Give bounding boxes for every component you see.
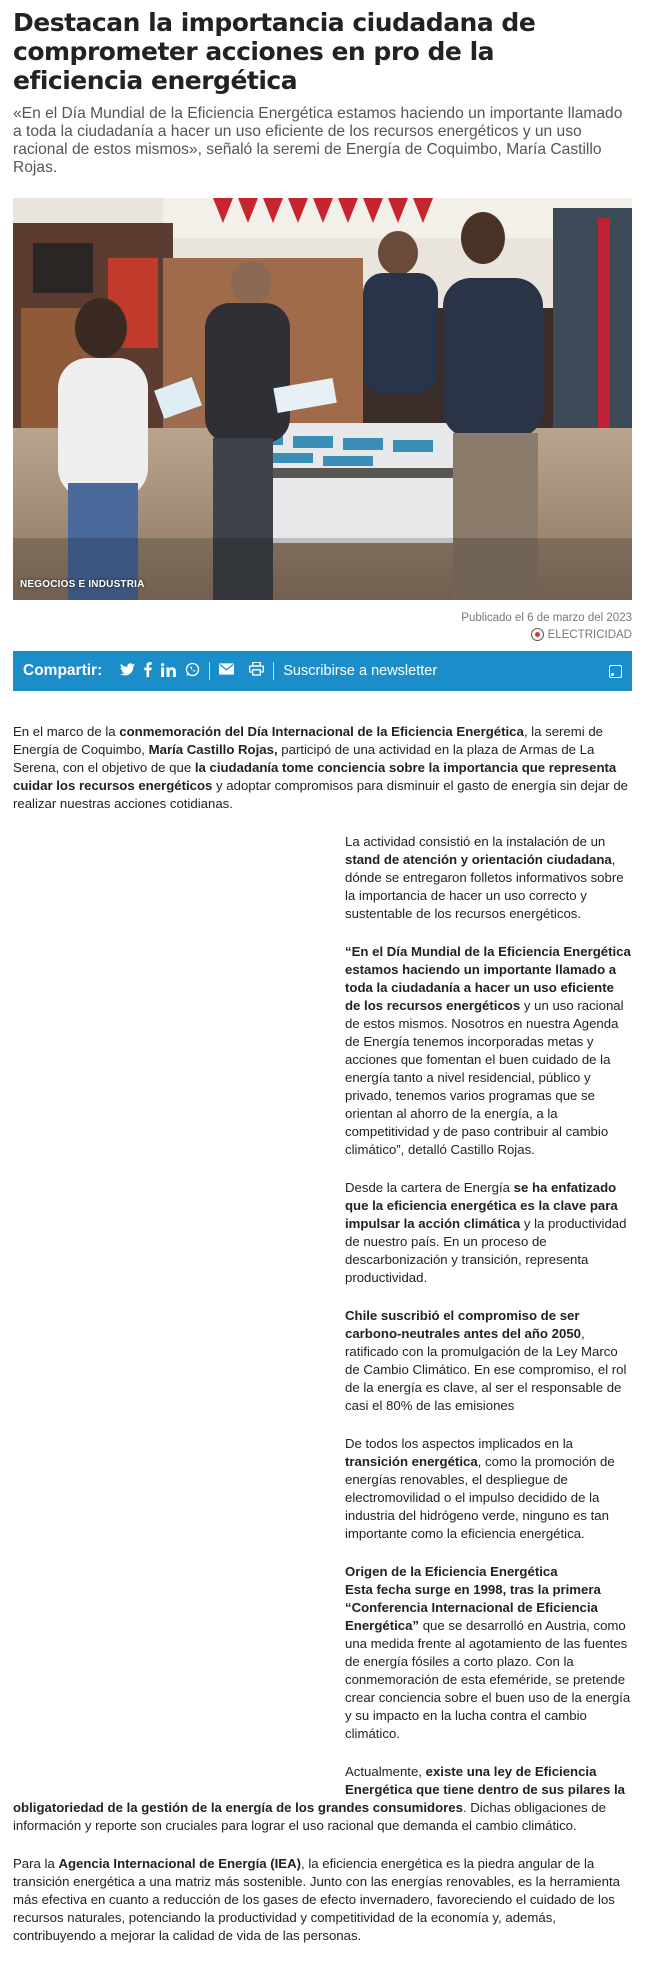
share-label: Compartir: xyxy=(23,662,103,679)
paragraph-6: De todos los aspectos implicados en la transición energética, como la promoción de energías renovables, el despliegue de electromovilidad o el impulso decidido de la industria del hidrógeno verde, ninguno es tan importante como la eficiencia energética. xyxy=(345,1436,615,1541)
article-title: Destacan la importancia ciudadana de comprometer acciones en pro de la eficiencia energética xyxy=(13,8,536,95)
article-lead: «En el Día Mundial de la Eficiencia Energética estamos haciendo un importante llamado a toda la ciudadanía a hacer un uso eficiente de los recursos energéticos y un uso racional de estos mismos», señaló la seremi de Energía de Coquimbo, María Castillo Rojas. xyxy=(13,105,623,176)
paragraph-3: “En el Día Mundial de la Eficiencia Energética estamos haciendo un importante llamado a toda la ciudadanía a hacer un uso eficiente de los recursos energéticos y un uso racional de estos mismos. Nosotros en nuestra Agenda de Energía tenemos incorporadas metas y acciones que fomentan el buen cuidado de la energía tanto a nivel residencial, público y privado, tenemos varios programas que se orientan al ahorro de la energía, a la competitividad y de paso contribuir al cambio climático”, detalló Castillo Rojas. xyxy=(345,944,631,1157)
category-dot-icon xyxy=(531,628,544,641)
paragraph-1: En el marco de la conmemoración del Día Internacional de la Eficiencia Energética, la seremi de Energía de Coquimbo, María Castillo Rojas, participó de una actividad en la plaza de Armas de La Serena, con el objetivo de que la ciudadanía tome conciencia sobre la importancia que representa cuidar los recursos energéticos y adoptar compromisos para disminuir el gasto de energía sin dejar de realizar nuestras acciones cotidianas. xyxy=(13,724,628,811)
email-icon[interactable] xyxy=(219,662,234,680)
paragraph-9: Para la Agencia Internacional de Energía (IEA), la eficiencia energética es la piedra angular de la transición energética a una matriz más sostenible. Junto con las energías renovables, es la herramienta más efectiva en cuanto a reducción de los gases de efecto invernadero, favoreciendo el cuidado de los recursos naturales, potenciando la productividad y competitividad de la economía y, además, contribuyendo a mejorar la calidad de vida de las personas. xyxy=(13,1856,620,1943)
category-tag[interactable] xyxy=(531,628,632,641)
paragraph-2: La actividad consistió en la instalación de un stand de atención y orientación ciudadana, dónde se entregaron folletos informativos sobre la importancia de hacer un uso correcto y sustentable de los recursos energéticos. xyxy=(345,834,624,921)
photo-category-caption[interactable]: NEGOCIOS E INDUSTRIA xyxy=(20,579,145,590)
paragraph-5: Chile suscribió el compromiso de ser carbono-neutrales antes del año 2050, ratificado con la promulgación de la Ley Marco de Cambio Climático. En ese compromiso, el rol de la energía es clave, al ser el responsable de casi el 80% de las emisiones xyxy=(345,1308,627,1413)
whatsapp-icon[interactable] xyxy=(185,662,200,680)
embedded-media-space xyxy=(13,833,345,1796)
photo-illustration xyxy=(13,198,632,600)
section-heading: Origen de la Eficiencia Energética xyxy=(345,1564,558,1579)
share-icons xyxy=(120,662,200,680)
linkedin-icon[interactable] xyxy=(161,663,176,680)
publish-date: Publicado el 6 de marzo del 2023 xyxy=(461,612,632,624)
paragraph-8: Actualmente, existe una ley de Eficiencia Energética que tiene dentro de sus pilares la obligatoriedad de la gestión de la energía de los grandes consumidores. Dichas obligaciones de información y reporte son cruciales para lograr el uso racional que demanda el cambio climático. xyxy=(13,1764,625,1833)
share-divider xyxy=(209,662,210,680)
share-bar xyxy=(13,651,632,691)
category-label[interactable]: ELECTRICIDAD xyxy=(547,628,632,641)
article-body xyxy=(13,723,632,1945)
article-meta xyxy=(13,612,632,641)
twitter-icon[interactable] xyxy=(120,663,135,679)
facebook-icon[interactable] xyxy=(144,662,152,680)
paragraph-4: Desde la cartera de Energía se ha enfatizado que la eficiencia energética es la clave para impulsar la acción climática y la productividad de nuestro país. En un proceso de descarbonización y transición, representa productividad. xyxy=(345,1180,627,1285)
print-icon[interactable] xyxy=(249,662,264,681)
paragraph-7: Origen de la Eficiencia Energética Esta fecha surge en 1998, tras la primera “Conferencia Internacional de Eficiencia Energética” que se desarrolló en Austria, como una medida frente al agotamiento de las fuentes de energía fósiles a corto plazo. Con la conmemoración de esta efeméride, se pretende crear conciencia sobre el buen uso de la energía y su impacto en la lucha contra el cambio climático. xyxy=(345,1564,631,1741)
rss-icon[interactable] xyxy=(609,665,622,678)
newsletter-link[interactable]: Suscribirse a newsletter xyxy=(283,663,438,679)
article-photo xyxy=(13,198,632,600)
icon-gap xyxy=(241,662,242,680)
newsletter-divider xyxy=(273,662,274,680)
